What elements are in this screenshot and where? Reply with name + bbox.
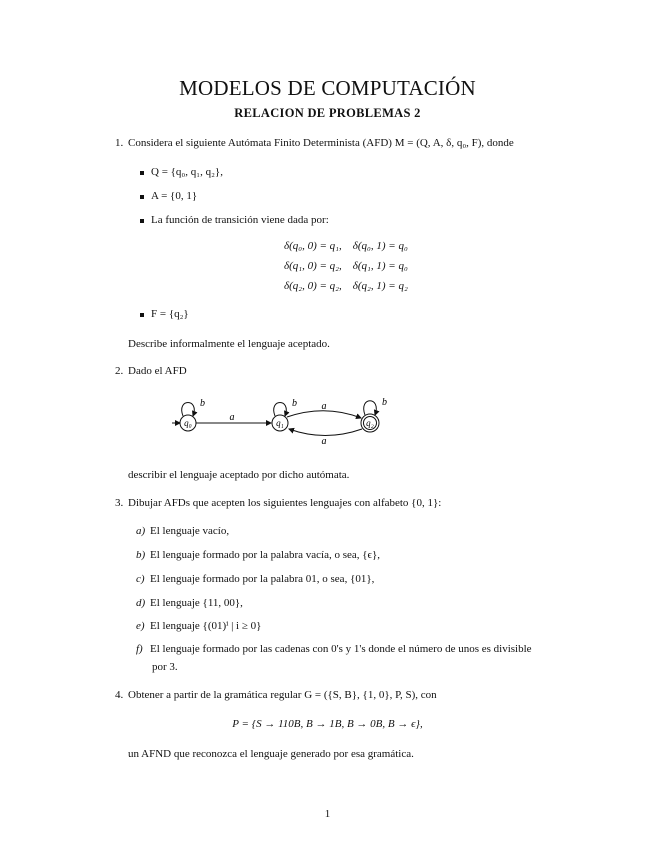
transition-row-q0: δ(q₀, 0) = q₁, δ(q₀, 1) = q₀ bbox=[284, 240, 408, 252]
edge-q1-q2-label: a bbox=[321, 401, 327, 412]
transition-row-q2: δ(q₂, 0) = q₂, δ(q₂, 1) = q₂ bbox=[284, 280, 408, 292]
problem-number-3: 3. bbox=[115, 497, 124, 509]
problem-4-closing: un AFND que reconozca el lenguaje generado por esa gramática. bbox=[128, 748, 414, 760]
item-label-e: e) bbox=[136, 620, 145, 632]
edge-q2-q1-label: a bbox=[321, 436, 327, 447]
problem-number-4: 4. bbox=[115, 689, 124, 701]
problem-number-2: 2. bbox=[115, 365, 124, 377]
self-loop-q2-label: b bbox=[382, 397, 387, 408]
self-loop-q1-label: b bbox=[292, 398, 297, 409]
self-loop-q1 bbox=[274, 403, 287, 417]
bullet-marker bbox=[140, 171, 144, 175]
problem-1-bullet-states: Q = {q₀, q₁, q₂}, bbox=[151, 166, 223, 178]
item-text-f-continuation: por 3. bbox=[152, 661, 178, 673]
automaton-diagram bbox=[160, 384, 400, 448]
transition-row-q1: δ(q₁, 0) = q₂, δ(q₁, 1) = q₀ bbox=[284, 260, 408, 272]
item-text-d: El lenguaje {11, 00}, bbox=[150, 597, 243, 609]
problem-4-intro: Obtener a partir de la gramática regular G = ({S, B}, {1, 0}, P, S), con bbox=[128, 689, 437, 701]
item-label-a: a) bbox=[136, 525, 146, 537]
problem-1-bullet-final: F = {q₂} bbox=[151, 308, 189, 320]
bullet-marker bbox=[140, 195, 144, 199]
page-number: 1 bbox=[324, 808, 331, 820]
bullet-marker bbox=[140, 313, 144, 317]
problem-2-closing: describir el lenguaje aceptado por dicho autómata. bbox=[128, 469, 350, 481]
item-label-f: f) bbox=[136, 643, 143, 655]
state-q1-label: q₁ bbox=[276, 418, 284, 428]
item-text-e: El lenguaje {(01)ⁱ | i ≥ 0} bbox=[150, 620, 262, 632]
problem-number-1: 1. bbox=[115, 137, 124, 149]
item-label-b: b) bbox=[136, 549, 146, 561]
problem-1-bullet-transition: La función de transición viene dada por: bbox=[151, 214, 329, 226]
self-loop-q2 bbox=[364, 401, 377, 415]
problem-4-formula: P = {S → 110B, B → 1B, B → 0B, B → ϵ}, bbox=[232, 718, 423, 730]
item-text-c: El lenguaje formado por la palabra 01, o sea, {01}, bbox=[150, 573, 375, 585]
problem-1-bullet-alphabet: A = {0, 1} bbox=[151, 190, 198, 202]
page-title: MODELOS DE COMPUTACIÓN bbox=[179, 76, 476, 100]
item-text-b: El lenguaje formado por la palabra vacía, o sea, {ϵ}, bbox=[150, 549, 381, 561]
bullet-marker bbox=[140, 219, 144, 223]
problem-1-closing: Describe informalmente el lenguaje aceptado. bbox=[128, 338, 330, 350]
item-text-a: El lenguaje vacío, bbox=[150, 525, 230, 537]
problem-3-intro: Dibujar AFDs que acepten los siguientes lenguajes con alfabeto {0, 1}: bbox=[128, 497, 442, 509]
page-subtitle: RELACION DE PROBLEMAS 2 bbox=[234, 106, 421, 120]
problem-2-intro: Dado el AFD bbox=[128, 365, 187, 377]
edge-q0-q1-label: a bbox=[229, 412, 235, 423]
item-label-d: d) bbox=[136, 597, 146, 609]
problem-1-intro: Considera el siguiente Autómata Finito Determinista (AFD) M = (Q, A, δ, q₀, F), donde bbox=[128, 137, 514, 149]
state-q0-label: q₀ bbox=[184, 418, 192, 428]
item-text-f: El lenguaje formado por las cadenas con 0's y 1's donde el número de unos es divisible bbox=[150, 643, 532, 655]
edge-q2-q1 bbox=[289, 429, 362, 436]
self-loop-q0 bbox=[182, 403, 195, 417]
item-label-c: c) bbox=[136, 573, 145, 585]
state-q2-label: q₂ bbox=[366, 418, 374, 428]
self-loop-q0-label: b bbox=[200, 398, 205, 409]
